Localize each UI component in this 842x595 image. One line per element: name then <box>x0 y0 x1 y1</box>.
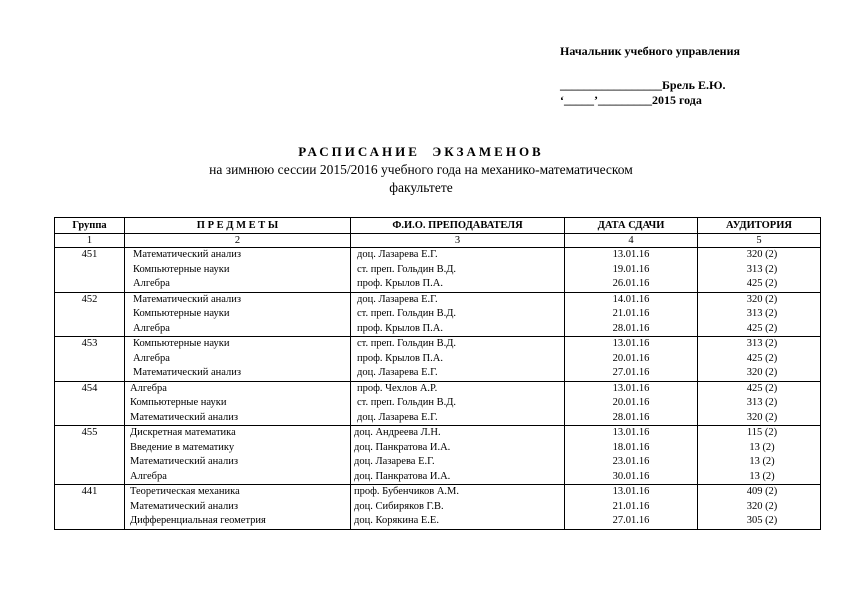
auditorium: 13 (2) <box>749 470 775 482</box>
group-number: 454 <box>81 382 98 394</box>
teacher-cell <box>351 292 565 337</box>
teacher: ст. преп. Гольдин В.Д. <box>357 338 457 349</box>
subject: Алгебра <box>133 352 170 364</box>
approval-signature-line: _________________Брель Е.Ю. <box>560 78 726 92</box>
group-row <box>55 337 821 382</box>
subject: Компьютерные науки <box>130 397 227 408</box>
group-row <box>55 426 821 485</box>
exam-date: 18.01.16 <box>612 441 650 453</box>
teacher: проф. Крылов П.А. <box>357 278 443 289</box>
exam-date: 13.01.16 <box>612 338 650 349</box>
auditorium: 425 (2) <box>746 322 778 334</box>
teacher: проф. Бубенчиков А.М. <box>354 486 460 497</box>
teacher: ст. преп. Гольдин В.Д. <box>357 397 457 408</box>
teacher: доц. Сибиряков Г.В. <box>354 500 444 512</box>
subject: Алгебра <box>133 322 170 334</box>
subject: Компьютерные науки <box>133 263 230 275</box>
schedule-body <box>55 248 821 530</box>
subject-cell <box>125 381 351 426</box>
column-number: 4 <box>565 234 698 248</box>
column-number: 3 <box>351 234 565 248</box>
auditorium-cell <box>698 485 821 530</box>
teacher: доц. Лазарева Е.Г. <box>357 249 438 260</box>
auditorium: 425 (2) <box>746 278 778 289</box>
teacher: проф. Крылов П.А. <box>357 322 443 334</box>
group-row <box>55 292 821 337</box>
column-number: 2 <box>125 234 351 248</box>
auditorium: 13 (2) <box>749 441 775 453</box>
auditorium: 13 (2) <box>749 456 775 467</box>
exam-date: 28.01.16 <box>612 322 650 334</box>
teacher-cell <box>351 337 565 382</box>
teacher: доц. Андреева Л.Н. <box>354 427 441 438</box>
exam-date-cell <box>565 381 698 426</box>
subject-cell <box>125 248 351 293</box>
subject: Теоретическая механика <box>130 486 240 497</box>
exam-date: 28.01.16 <box>612 411 650 423</box>
teacher: доц. Лазарева Е.Г. <box>357 411 438 423</box>
exam-date: 14.01.16 <box>612 293 650 305</box>
teacher-cell <box>351 426 565 485</box>
subject: Алгебра <box>133 278 170 289</box>
document-subtitle-line-2: факультете <box>389 180 453 195</box>
teacher: доц. Панкратова И.А. <box>354 441 451 453</box>
group-row <box>55 248 821 293</box>
auditorium: 313 (2) <box>746 338 778 349</box>
auditorium: 409 (2) <box>746 486 778 497</box>
auditorium-cell <box>698 292 821 337</box>
exam-date: 27.01.16 <box>612 367 650 378</box>
exam-date-cell <box>565 426 698 485</box>
auditorium: 320 (2) <box>746 293 778 305</box>
subject-cell <box>125 426 351 485</box>
auditorium-cell <box>698 426 821 485</box>
table-header-row <box>55 218 821 234</box>
column-header-room: АУДИТОРИЯ <box>698 218 821 234</box>
exam-date-cell <box>565 485 698 530</box>
group-number-cell <box>55 485 125 530</box>
teacher: доц. Лазарева Е.Г. <box>354 456 435 467</box>
subject: Математический анализ <box>130 411 239 423</box>
group-number: 451 <box>81 249 98 260</box>
exam-date: 13.01.16 <box>612 382 650 394</box>
exam-date-cell <box>565 248 698 293</box>
group-number-cell <box>55 381 125 426</box>
teacher: доц. Лазарева Е.Г. <box>357 367 438 378</box>
group-number: 441 <box>81 486 98 497</box>
teacher: проф. Крылов П.А. <box>357 352 443 364</box>
auditorium: 305 (2) <box>746 515 778 526</box>
auditorium: 320 (2) <box>746 249 778 260</box>
subject: Дискретная математика <box>130 427 236 438</box>
auditorium: 320 (2) <box>746 367 778 378</box>
document-title: РАСПИСАНИЕ ЭКЗАМЕНОВ <box>298 144 544 159</box>
teacher-cell <box>351 485 565 530</box>
exam-date: 13.01.16 <box>612 427 650 438</box>
exam-date: 20.01.16 <box>612 397 650 408</box>
subject: Введение в математику <box>130 441 235 453</box>
exam-schedule-table <box>54 217 821 530</box>
column-header-subjects: П Р Е Д М Е Т Ы <box>125 218 351 234</box>
auditorium-cell <box>698 248 821 293</box>
teacher: доц. Панкратова И.А. <box>354 470 451 482</box>
auditorium: 115 (2) <box>746 427 778 438</box>
group-number-cell <box>55 426 125 485</box>
auditorium: 425 (2) <box>746 382 778 394</box>
subject: Математический анализ <box>133 367 242 378</box>
approval-position: Начальник учебного управления <box>560 44 740 58</box>
teacher: доц. Лазарева Е.Г. <box>357 293 438 305</box>
subject-cell <box>125 337 351 382</box>
exam-date: 30.01.16 <box>612 470 650 482</box>
group-row <box>55 485 821 530</box>
subject: Математический анализ <box>130 456 239 467</box>
teacher: проф. Чехлов А.Р. <box>357 382 438 394</box>
subject: Алгебра <box>130 382 167 394</box>
group-number-cell <box>55 248 125 293</box>
group-number-cell <box>55 292 125 337</box>
document-subtitle-line-1: на зимнюю сессии 2015/2016 учебного года на механико-математическом <box>209 162 633 177</box>
group-number-cell <box>55 337 125 382</box>
column-number: 1 <box>55 234 125 248</box>
exam-date: 21.01.16 <box>612 308 650 319</box>
exam-date-cell <box>565 337 698 382</box>
auditorium: 313 (2) <box>746 397 778 408</box>
subject: Алгебра <box>130 470 167 482</box>
auditorium: 313 (2) <box>746 308 778 319</box>
exam-date: 13.01.16 <box>612 249 650 260</box>
subject: Математический анализ <box>130 500 239 512</box>
group-number: 452 <box>81 293 98 305</box>
auditorium: 320 (2) <box>746 411 778 423</box>
exam-date: 21.01.16 <box>612 500 650 512</box>
subject: Компьютерные науки <box>133 308 230 319</box>
auditorium: 425 (2) <box>746 352 778 364</box>
column-number: 5 <box>698 234 821 248</box>
column-header-group: Группа <box>55 218 125 234</box>
subject: Компьютерные науки <box>133 338 230 349</box>
subject: Математический анализ <box>133 249 242 260</box>
approval-date-line: ‘_____’_________2015 года <box>560 93 702 107</box>
teacher-cell <box>351 381 565 426</box>
subject-cell <box>125 292 351 337</box>
exam-date: 27.01.16 <box>612 515 650 526</box>
subject: Математический анализ <box>133 293 242 305</box>
teacher: ст. преп. Гольдин В.Д. <box>357 308 457 319</box>
auditorium: 313 (2) <box>746 263 778 275</box>
exam-date: 13.01.16 <box>612 486 650 497</box>
exam-date: 19.01.16 <box>612 263 650 275</box>
group-number: 455 <box>81 427 98 438</box>
exam-date-cell <box>565 292 698 337</box>
group-number: 453 <box>81 338 98 349</box>
auditorium: 320 (2) <box>746 500 778 512</box>
approval-block <box>560 44 820 108</box>
exam-date: 26.01.16 <box>612 278 650 289</box>
auditorium-cell <box>698 337 821 382</box>
auditorium-cell <box>698 381 821 426</box>
subject: Дифференциальная геометрия <box>130 515 266 526</box>
subject-cell <box>125 485 351 530</box>
column-number-row <box>55 234 821 248</box>
exam-date: 20.01.16 <box>612 352 650 364</box>
column-header-date: ДАТА СДАЧИ <box>565 218 698 234</box>
teacher: ст. преп. Гольдин В.Д. <box>357 263 457 275</box>
column-header-teacher: Ф.И.О. ПРЕПОДАВАТЕЛЯ <box>351 218 565 234</box>
exam-date: 23.01.16 <box>612 456 650 467</box>
teacher-cell <box>351 248 565 293</box>
teacher: доц. Корякина Е.Е. <box>354 515 439 526</box>
group-row <box>55 381 821 426</box>
